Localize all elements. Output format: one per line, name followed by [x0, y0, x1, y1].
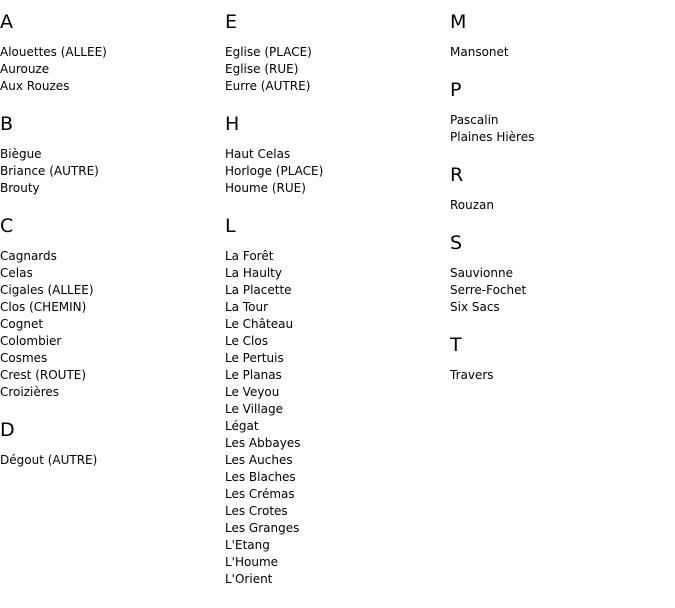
letter-group-a	[0, 10, 220, 95]
street-link[interactable]: Cosmes	[0, 351, 48, 365]
street-link[interactable]: Horloge (PLACE)	[225, 164, 324, 178]
letter-heading: M	[450, 11, 467, 33]
street-link[interactable]: Eglise (PLACE)	[225, 45, 312, 59]
letter-group-e	[225, 10, 445, 95]
street-link[interactable]: L'Etang	[225, 538, 270, 552]
street-link[interactable]: Celas	[0, 266, 33, 280]
letter-group-p	[450, 78, 670, 146]
street-link[interactable]: La Haulty	[225, 266, 282, 280]
letter-group-d	[0, 418, 220, 469]
letter-group-m	[450, 10, 670, 61]
street-index-column-3	[450, 10, 670, 401]
letter-group-c	[0, 214, 220, 401]
street-link[interactable]: Le Veyou	[225, 385, 280, 399]
street-link[interactable]: Six Sacs	[450, 300, 500, 314]
street-link[interactable]: Crest (ROUTE)	[0, 368, 87, 382]
street-link[interactable]: Croizières	[0, 385, 60, 399]
street-link[interactable]: Les Granges	[225, 521, 300, 535]
street-link[interactable]: Brouty	[0, 181, 40, 195]
letter-heading: B	[0, 113, 14, 135]
street-link[interactable]: Les Abbayes	[225, 436, 301, 450]
letter-heading: R	[450, 164, 464, 186]
street-link[interactable]: Le Clos	[225, 334, 268, 348]
street-index-column-2	[225, 10, 445, 605]
street-link[interactable]: Légat	[225, 419, 259, 433]
street-link[interactable]: Le Pertuis	[225, 351, 284, 365]
street-link[interactable]: Alouettes (ALLEE)	[0, 45, 107, 59]
street-link[interactable]: Les Crémas	[225, 487, 295, 501]
street-link[interactable]: La Tour	[225, 300, 269, 314]
letter-heading: L	[225, 215, 236, 237]
street-link[interactable]: Mansonet	[450, 45, 509, 59]
letter-heading: P	[450, 79, 462, 101]
letter-heading: H	[225, 113, 240, 135]
letter-group-t	[450, 333, 670, 384]
street-link[interactable]: Colombier	[0, 334, 62, 348]
street-link[interactable]: Aux Rouzes	[0, 79, 70, 93]
letter-group-r	[450, 163, 670, 214]
street-link[interactable]: Les Auches	[225, 453, 293, 467]
street-link[interactable]: Le Planas	[225, 368, 282, 382]
street-link[interactable]: Sauvionne	[450, 266, 513, 280]
letter-heading: A	[0, 11, 13, 33]
street-link[interactable]: Eglise (RUE)	[225, 62, 299, 76]
street-link[interactable]: Briance (AUTRE)	[0, 164, 99, 178]
street-link[interactable]: Houme (RUE)	[225, 181, 306, 195]
letter-heading: T	[450, 334, 462, 356]
letter-heading: C	[0, 215, 14, 237]
letter-heading: S	[450, 232, 463, 254]
street-link[interactable]: Cognet	[0, 317, 44, 331]
street-link[interactable]: Le Village	[225, 402, 283, 416]
street-link[interactable]: Plaines Hières	[450, 130, 535, 144]
street-link[interactable]: Serre-Fochet	[450, 283, 527, 297]
street-link[interactable]: Clos (CHEMIN)	[0, 300, 87, 314]
street-link[interactable]: Rouzan	[450, 198, 495, 212]
letter-group-h	[225, 112, 445, 197]
letter-group-b	[0, 112, 220, 197]
street-index-column-1	[0, 10, 220, 486]
letter-group-l	[225, 214, 445, 588]
street-link[interactable]: Pascalin	[450, 113, 499, 127]
street-link[interactable]: Les Crotes	[225, 504, 288, 518]
street-link[interactable]: Haut Celas	[225, 147, 291, 161]
street-link[interactable]: Cigales (ALLEE)	[0, 283, 94, 297]
street-link[interactable]: La Forêt	[225, 249, 274, 263]
street-link[interactable]: Dégout (AUTRE)	[0, 453, 98, 467]
street-link[interactable]: L'Houme	[225, 555, 279, 569]
letter-group-s	[450, 231, 670, 316]
street-link[interactable]: Cagnards	[0, 249, 57, 263]
street-link[interactable]: Eurre (AUTRE)	[225, 79, 311, 93]
street-link[interactable]: L'Orient	[225, 572, 273, 586]
street-link[interactable]: La Placette	[225, 283, 292, 297]
street-link[interactable]: Aurouze	[0, 62, 50, 76]
street-link[interactable]: Travers	[450, 368, 494, 382]
street-link[interactable]: Biègue	[0, 147, 42, 161]
street-link[interactable]: Les Blaches	[225, 470, 296, 484]
letter-heading: E	[225, 11, 238, 33]
street-link[interactable]: Le Château	[225, 317, 294, 331]
letter-heading: D	[0, 419, 15, 441]
